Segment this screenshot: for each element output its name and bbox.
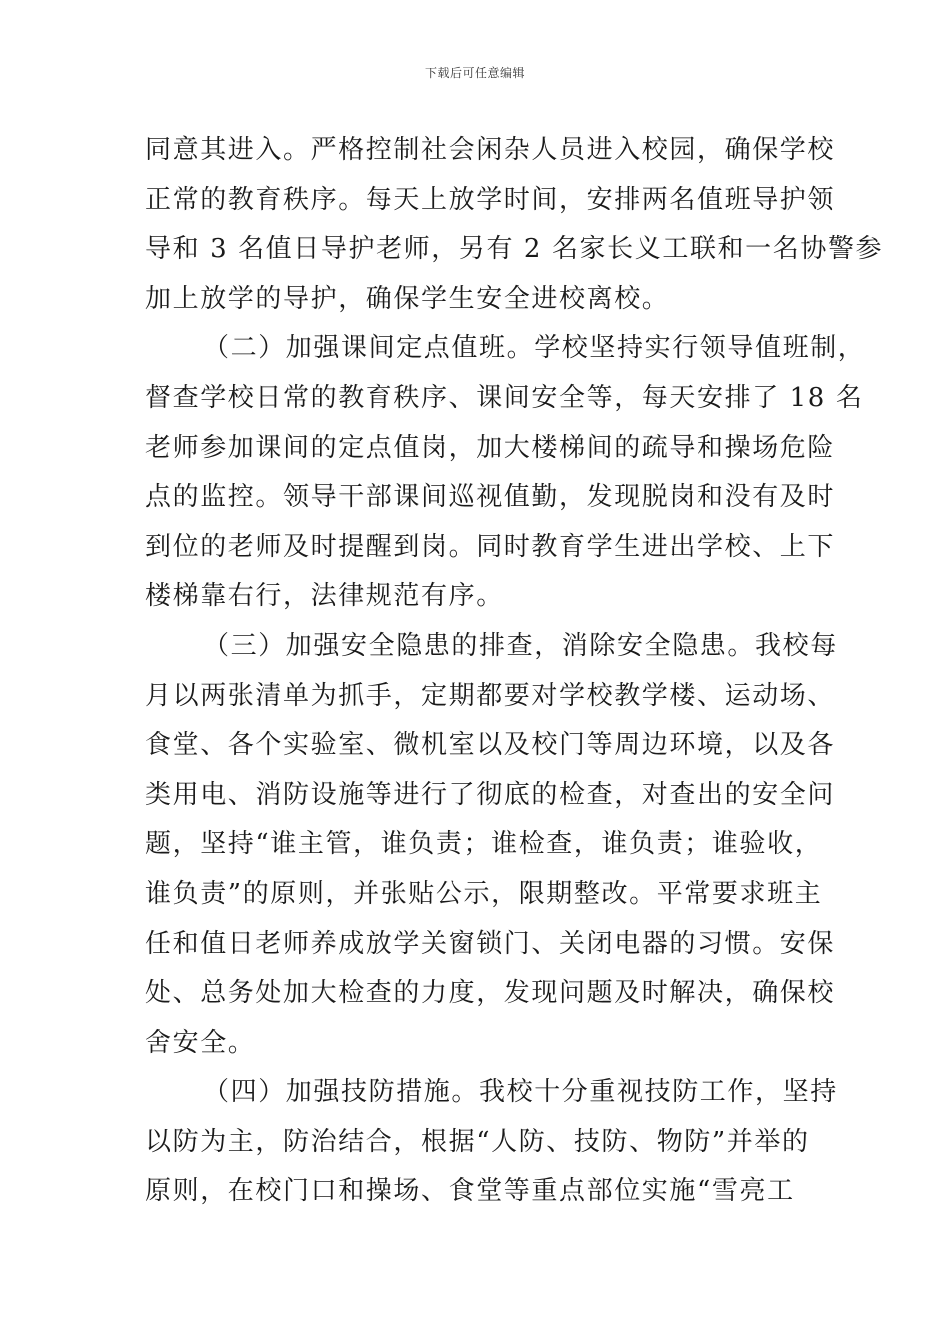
text-line: 老师参加课间的定点值岗，加大楼梯间的疏导和操场危险: [145, 432, 836, 463]
text-line: 题，坚持“谁主管，谁负责；谁检查，谁负责；谁验收，: [145, 829, 823, 860]
header-note: 下载后可任意编辑: [424, 66, 525, 80]
text-line: 月以两张清单为抓手，定期都要对学校教学楼、运动场、: [145, 680, 836, 711]
text-line: 谁负责”的原则，并张贴公示，限期整改。平常要求班主: [145, 878, 823, 909]
text-line: 楼梯靠右行，法律规范有序。: [145, 581, 504, 612]
text-line: 以防为主，防治结合，根据“人防、技防、物防”并举的: [145, 1126, 810, 1157]
paragraph-start-line: （二）加强课间定点值班。学校坚持实行领导值班制，: [203, 333, 866, 364]
text-line: 点的监控。领导干部课间巡视值勤，发现脱岗和没有及时: [145, 482, 836, 513]
text-line: 类用电、消防设施等进行了彻底的检查，对查出的安全问: [145, 779, 836, 810]
text-line: 食堂、各个实验室、微机室以及校门等周边环境，以及各: [145, 730, 836, 761]
text-line: 到位的老师及时提醒到岗。同时教育学生进出学校、上下: [145, 531, 836, 562]
text-line: 导和 3 名值日导护老师，另有 2 名家长义工联和一名协警参: [145, 234, 884, 265]
text-line: 处、总务处加大检查的力度，发现问题及时解决，确保校: [145, 978, 836, 1009]
paragraph-start-line: （三）加强安全隐患的排查，消除安全隐患。我校每: [203, 630, 838, 661]
text-line: 舍安全。: [145, 1027, 256, 1058]
text-line: 正常的教育秩序。每天上放学时间，安排两名值班导护领: [145, 184, 836, 215]
text-line: 原则，在校门口和操场、食堂等重点部位实施“雪亮工: [145, 1176, 795, 1207]
body-text: [145, 126, 884, 1217]
text-line: 同意其进入。严格控制社会闲杂人员进入校园，确保学校: [145, 135, 836, 165]
text-line: 督查学校日常的教育秩序、课间安全等，每天安排了 18 名: [145, 382, 864, 413]
text-line: 加上放学的导护，确保学生安全进校离校。: [145, 283, 670, 314]
text-line: 任和值日老师养成放学关窗锁门、关闭电器的习惯。安保: [145, 928, 836, 959]
paragraph-start-line: （四）加强技防措施。我校十分重视技防工作，坚持: [203, 1077, 838, 1108]
